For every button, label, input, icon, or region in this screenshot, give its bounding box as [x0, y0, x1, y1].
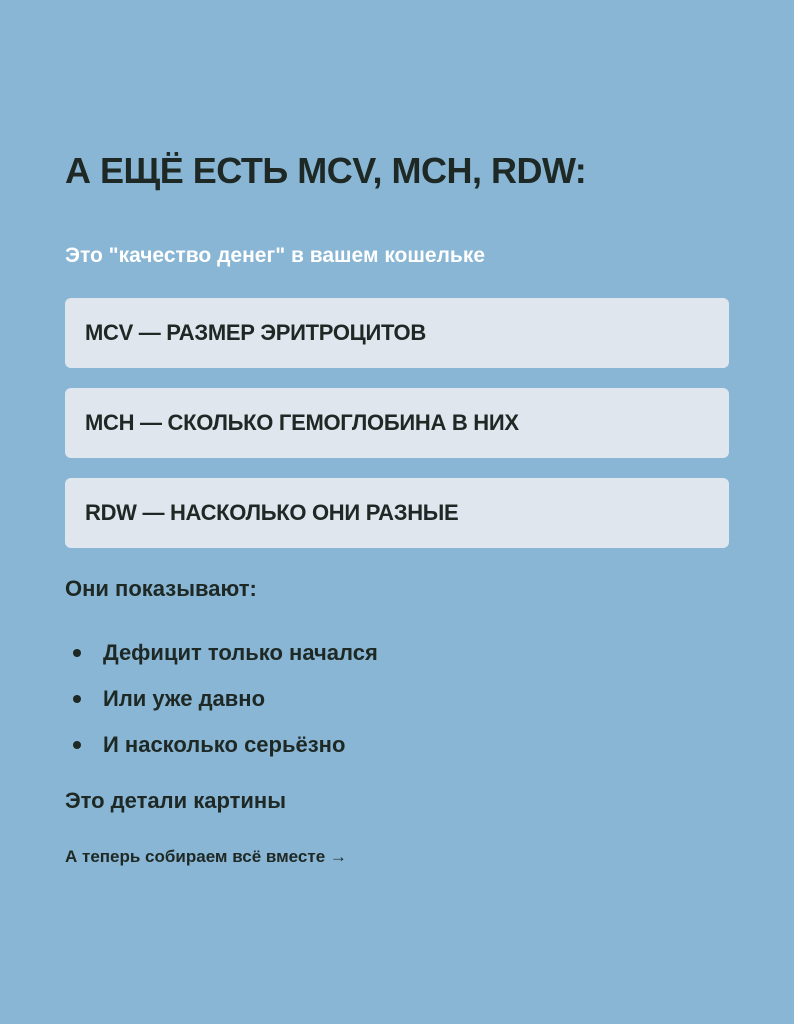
list-item-text: Или уже давно	[103, 686, 266, 711]
card-mcv-text: MCV — РАЗМЕР ЭРИТРОЦИТОВ	[85, 320, 426, 345]
list-item-text: Дефицит только начался	[103, 640, 378, 665]
shows-label: Они показывают:	[65, 576, 257, 601]
details-text: Это детали картины	[65, 788, 286, 813]
card-mch-text: MCH — СКОЛЬКО ГЕМОГЛОБИНА В НИХ	[85, 410, 519, 435]
card-rdw-text: RDW — НАСКОЛЬКО ОНИ РАЗНЫЕ	[85, 500, 459, 525]
card-mch	[65, 388, 729, 458]
card-mcv	[65, 298, 729, 368]
list-item	[65, 722, 378, 768]
info-cards	[65, 298, 729, 568]
next-hint: А теперь собираем всё вместе →	[65, 847, 347, 866]
bullet-icon	[73, 695, 81, 703]
slide-subtitle: Это "качество денег" в вашем кошельке	[65, 244, 486, 267]
list-item	[65, 676, 378, 722]
card-rdw	[65, 478, 729, 548]
bullet-icon	[73, 649, 81, 657]
bullet-icon	[73, 741, 81, 749]
list-item-text: И насколько серьёзно	[103, 732, 346, 757]
bullet-list	[65, 630, 378, 768]
list-item	[65, 630, 378, 676]
slide-title: А ЕЩЁ ЕСТЬ MCV, MCH, RDW:	[65, 150, 587, 191]
